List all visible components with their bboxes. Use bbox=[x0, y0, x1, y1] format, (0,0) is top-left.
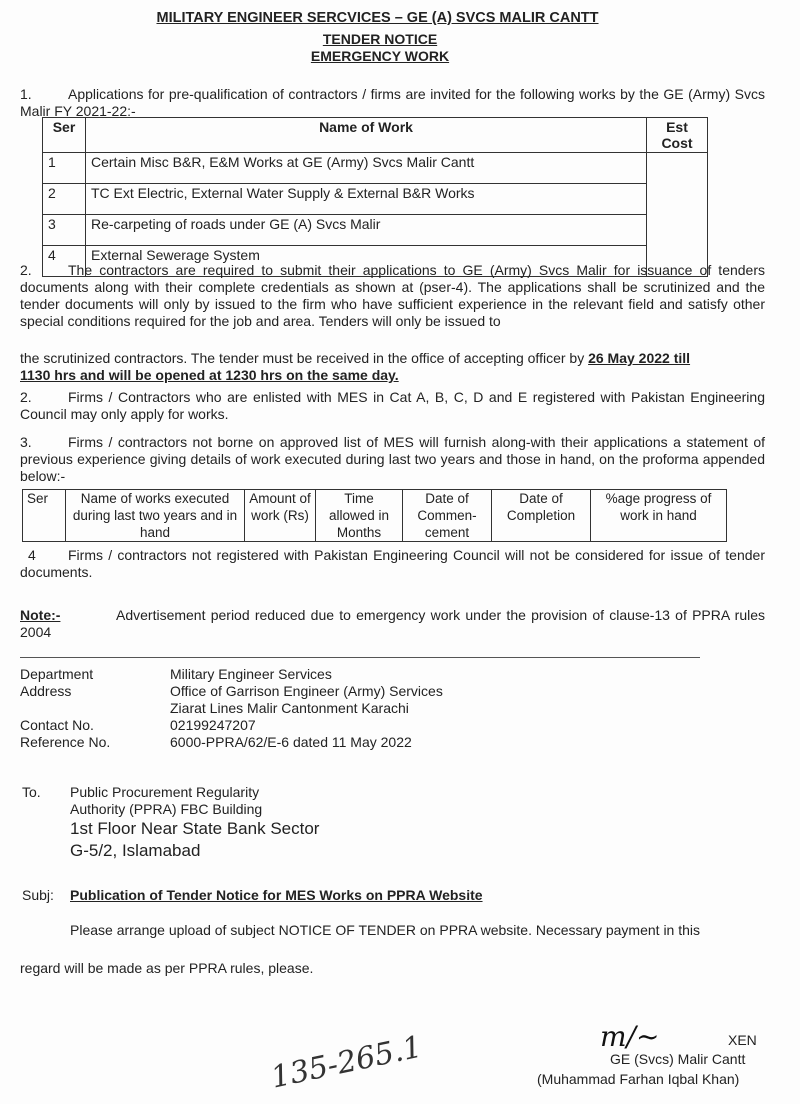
divider bbox=[20, 657, 700, 658]
table-row bbox=[43, 215, 708, 246]
reference-label: Reference No. bbox=[20, 734, 111, 750]
contact-value: 02199247207 bbox=[170, 717, 256, 733]
signature-name: (Muhammad Farhan Iqbal Khan) bbox=[537, 1071, 740, 1087]
subject bbox=[22, 887, 483, 903]
proforma-table bbox=[22, 489, 727, 542]
row-ser: 1 bbox=[43, 153, 86, 184]
signature-unit: GE (Svcs) Malir Cantt bbox=[610, 1051, 746, 1067]
header-line2: TENDER NOTICE bbox=[322, 31, 438, 47]
header-line1: MILITARY ENGINEER SERCVICES – GE (A) SVCS MALIR CANTT bbox=[156, 10, 599, 26]
to-line2: Authority (PPRA) FBC Building bbox=[70, 801, 263, 817]
address-line2: Ziarat Lines Malir Cantonment Karachi bbox=[170, 700, 409, 716]
department-value: Military Engineer Services bbox=[170, 666, 332, 682]
col-ser: Ser bbox=[23, 490, 66, 542]
col-progress: %age progress of work in hand bbox=[591, 490, 727, 542]
para-3-num: 3. bbox=[20, 434, 32, 450]
row-ser: 3 bbox=[43, 215, 86, 246]
para-3 bbox=[20, 434, 765, 485]
col-date-completion: Date of Completion bbox=[492, 490, 591, 542]
para-2b-text: Firms / Contractors who are enlisted with MES in Cat A, B, C, D and E registered with Pakistan Engineering Council may only apply for works. bbox=[20, 389, 765, 422]
deadline-date: 26 May 2022 till bbox=[588, 350, 691, 366]
row-ser: 2 bbox=[43, 184, 86, 215]
para-2b bbox=[20, 389, 765, 423]
address-label: Address bbox=[20, 683, 72, 699]
row-name: Certain Misc B&R, E&M Works at GE (Army) Svcs Malir Cantt bbox=[86, 153, 647, 184]
col-amount: Amount of work (Rs) bbox=[245, 490, 316, 542]
col-name-of-works: Name of works executed during last two years and in hand bbox=[66, 490, 245, 542]
para-2b-num: 2. bbox=[20, 389, 32, 405]
para-4-num: 4 bbox=[28, 547, 36, 563]
row-name: Re-carpeting of roads under GE (A) Svcs Malir bbox=[86, 215, 647, 246]
para-4-text: Firms / contractors not registered with Pakistan Engineering Council will not be considered for issue of tender documents. bbox=[20, 547, 765, 580]
row-ser: 4 bbox=[43, 246, 86, 277]
row-name: TC Ext Electric, External Water Supply & External B&R Works bbox=[86, 184, 647, 215]
handwritten-note: 135-265.1 bbox=[268, 1029, 426, 1096]
to-label: To. bbox=[22, 784, 41, 800]
to-line3: 1st Floor Near State Bank Sector bbox=[70, 819, 320, 838]
to-block bbox=[22, 784, 319, 862]
request-line2: regard will be made as per PPRA rules, please. bbox=[20, 960, 314, 976]
table-row bbox=[43, 184, 708, 215]
request-line1: Please arrange upload of subject NOTICE OF TENDER on PPRA website. Necessary payment in this bbox=[70, 922, 701, 938]
works-table bbox=[42, 117, 708, 277]
para-1-text: Applications for pre-qualification of contractors / firms are invited for the following works by the GE (Army) Svcs Malir FY 2021-22:- bbox=[20, 86, 765, 119]
para-2-deadline bbox=[20, 350, 765, 384]
para-2 bbox=[20, 262, 765, 330]
reference-value: 6000-PPRA/62/E-6 dated 11 May 2022 bbox=[170, 734, 412, 750]
deadline-time: 1130 hrs and will be opened at 1230 hrs on the same day. bbox=[20, 367, 399, 383]
col-name: Name of Work bbox=[86, 118, 647, 153]
deadline-intro: the scrutinized contractors. The tender must be received in the office of accepting officer by bbox=[20, 350, 589, 366]
table-row bbox=[43, 153, 708, 184]
note-text: Advertisement period reduced due to emergency work under the provision of clause-13 of PPRA rules 2004 bbox=[20, 607, 765, 640]
para-4 bbox=[20, 547, 765, 581]
para-1-num: 1. bbox=[20, 86, 32, 102]
note bbox=[20, 607, 765, 641]
signature-scribble: m/~ bbox=[600, 1020, 660, 1053]
to-line4: G-5/2, Islamabad bbox=[70, 841, 201, 860]
department-label: Department bbox=[20, 666, 94, 682]
subject-text: Publication of Tender Notice for MES Works on PPRA Website bbox=[70, 887, 483, 903]
col-date-commencement: Date of Commen-cement bbox=[403, 490, 492, 542]
to-line1: Public Procurement Regularity bbox=[70, 784, 260, 800]
col-time-allowed: Time allowed in Months bbox=[316, 490, 403, 542]
signature-title: XEN bbox=[728, 1032, 757, 1048]
para-2-num: 2. bbox=[20, 262, 32, 278]
details-block bbox=[20, 666, 443, 751]
address-line1: Office of Garrison Engineer (Army) Services bbox=[170, 683, 443, 699]
col-ser: Ser bbox=[43, 118, 86, 153]
subject-label: Subj: bbox=[22, 887, 54, 903]
para-1 bbox=[20, 86, 765, 120]
est-cost-cell bbox=[647, 153, 708, 277]
contact-label: Contact No. bbox=[20, 717, 94, 733]
para-2-text: The contractors are required to submit their applications to GE (Army) Svcs Malir for issuance of tenders documents along with their complete credentials as shown at (pser-4). The applications shall be scrutinized and the tender documents will only by issued to the firm who have sufficient experience in the relevant field and satisfy other special conditions required for the job and area. Tenders will only be issued to bbox=[20, 262, 765, 329]
note-label: Note:- bbox=[20, 607, 61, 623]
col-est-cost: Est Cost bbox=[647, 118, 708, 153]
header-line3: EMERGENCY WORK bbox=[310, 48, 450, 64]
para-3-text: Firms / contractors not borne on approved list of MES will furnish along-with their applications a statement of previous experience giving details of work executed during last two years and those in hand, on the proforma appended below:- bbox=[20, 434, 765, 484]
row-name: External Sewerage System bbox=[86, 246, 647, 277]
